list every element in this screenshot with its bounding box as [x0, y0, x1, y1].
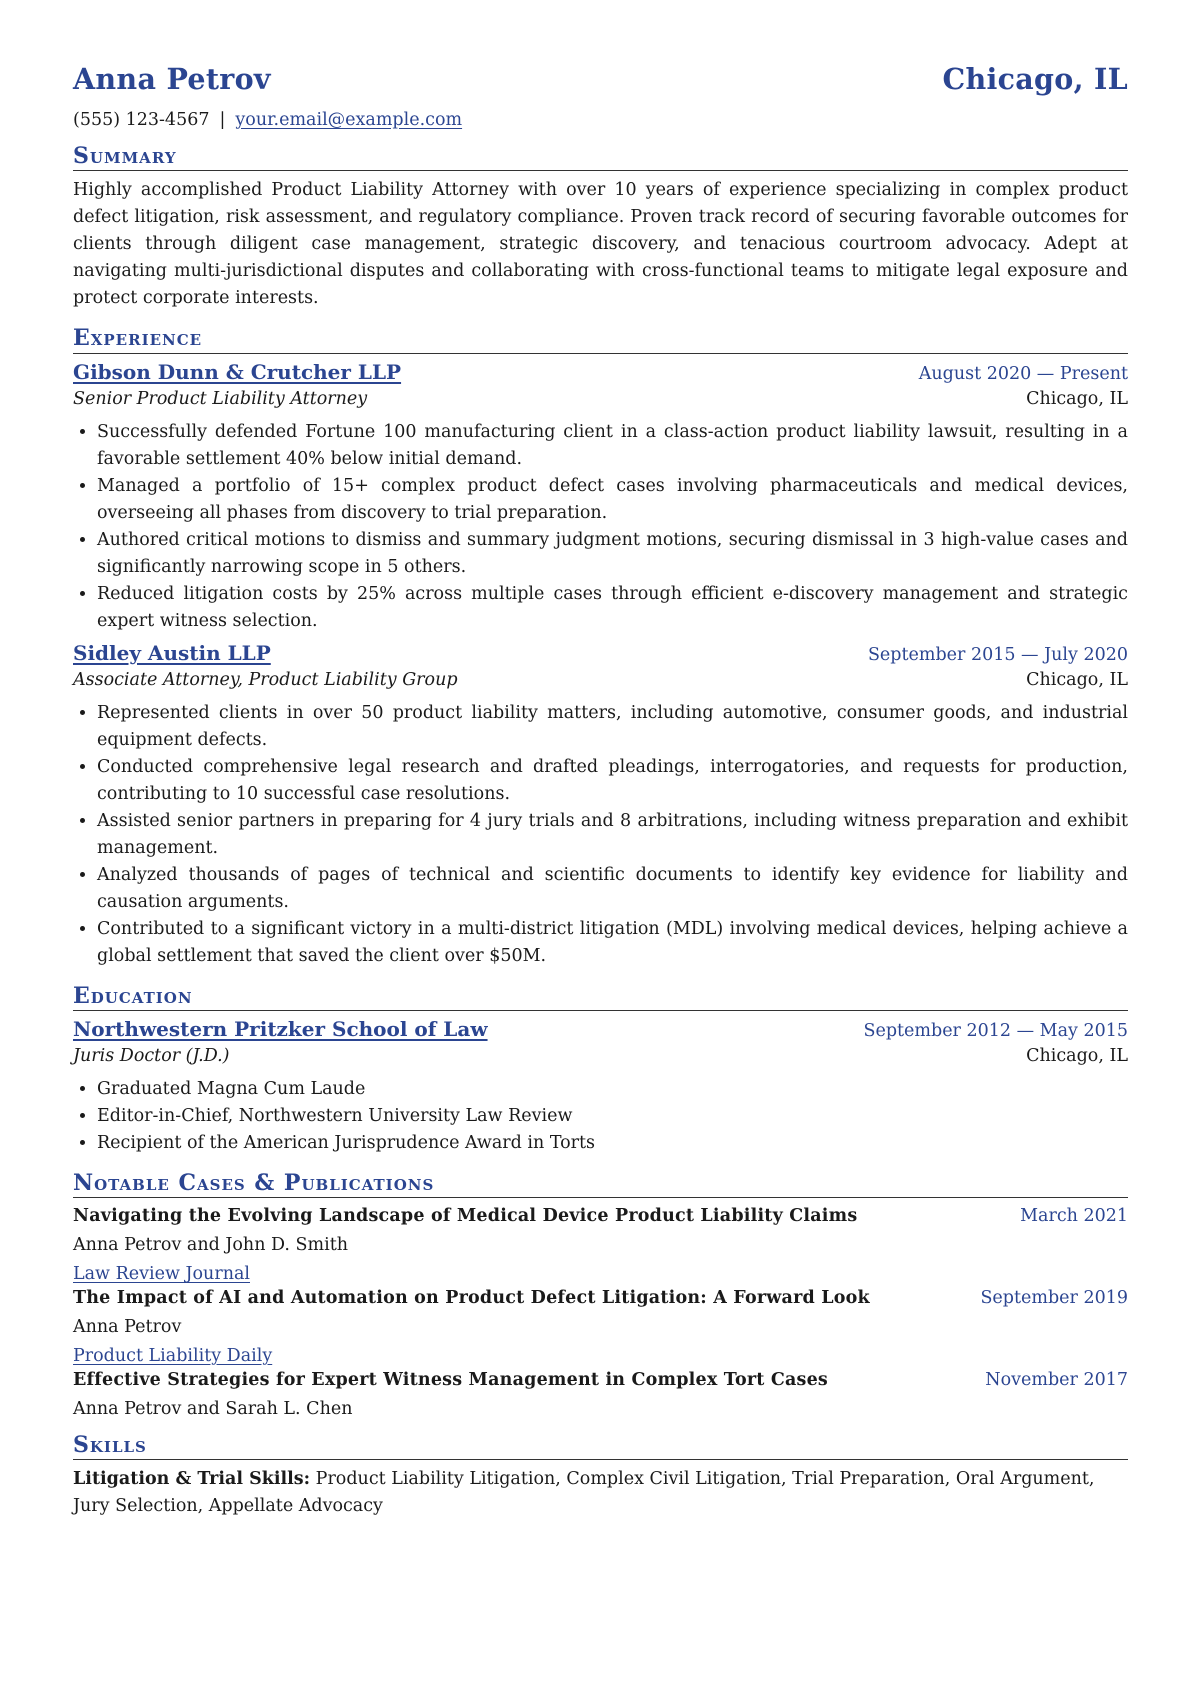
job-title: Associate Attorney, Product Liability Group — [73, 669, 458, 690]
experience-entry — [73, 641, 1128, 970]
degree: Juris Doctor (J.D.) — [73, 1045, 230, 1066]
header — [73, 62, 1128, 96]
summary-section — [73, 144, 1128, 312]
publication-entry — [73, 1288, 1128, 1366]
publication-entry — [73, 1206, 1128, 1284]
publication-authors: Anna Petrov — [73, 1317, 182, 1338]
publication-title: Effective Strategies for Expert Witness Management in Complex Tort Cases — [73, 1370, 828, 1391]
bullet-list — [73, 700, 1128, 970]
list-item: • Graduated Magna Cum Laude — [97, 1076, 1128, 1103]
header-location: Chicago, IL — [942, 62, 1128, 96]
summary-text: Highly accomplished Product Liability Attorney with over 10 years of experience specializing in complex product defect litigation, risk assessment, and regulatory compliance. Proven track record of securing favorable outcomes for clients through diligent case management, strategic discovery, and tenacious courtroom advocacy. Adept at navigating multi-jurisdictional disputes and collaborating with cross-functional teams to mitigate legal exposure and protect corporate interests. — [73, 180, 1128, 309]
publication-authors: Anna Petrov and John D. Smith — [73, 1235, 349, 1256]
education-section — [73, 984, 1128, 1157]
section-title-summary: Summary — [73, 144, 1128, 171]
publication-venue-link[interactable]: Product Liability Daily — [73, 1346, 273, 1367]
list-item: • Assisted senior partners in preparing for 4 jury trials and 8 arbitrations, including witness preparation and exhibit management. — [97, 808, 1128, 862]
phone: (555) 123-4567 — [73, 110, 210, 130]
employer-link[interactable]: Sidley Austin LLP — [73, 640, 271, 665]
contact-separator: | — [219, 110, 226, 130]
skills-label: Litigation & Trial Skills: — [73, 1469, 311, 1490]
experience-entry — [73, 360, 1128, 635]
publication-title: Navigating the Evolving Landscape of Medical Device Product Liability Claims — [73, 1206, 858, 1227]
list-item: • Recipient of the American Jurisprudence Award in Torts — [97, 1130, 1128, 1157]
skills-section — [73, 1433, 1128, 1520]
employment-dates: September 2015 — July 2020 — [867, 644, 1128, 665]
education-dates: September 2012 — May 2015 — [863, 1020, 1128, 1041]
list-item: • Conducted comprehensive legal research and drafted pleadings, interrogatories, and requests for production, contributing to 10 successful case resolutions. — [97, 754, 1128, 808]
publication-authors: Anna Petrov and Sarah L. Chen — [73, 1399, 353, 1420]
education-entry — [73, 1017, 1128, 1157]
publications-section — [73, 1171, 1128, 1419]
school-link[interactable]: Northwestern Pritzker School of Law — [73, 1016, 488, 1041]
publication-date: November 2017 — [985, 1370, 1128, 1391]
section-title-skills: Skills — [73, 1433, 1128, 1460]
list-item: • Editor-in-Chief, Northwestern University Law Review — [97, 1103, 1128, 1130]
list-item: • Represented clients in over 50 product liability matters, including automotive, consumer goods, and industrial equipment defects. — [97, 700, 1128, 754]
list-item: • Managed a portfolio of 15+ complex product defect cases involving pharmaceuticals and medical devices, overseeing all phases from discovery to trial preparation. — [97, 473, 1128, 527]
section-title-publications: Notable Cases & Publications — [73, 1171, 1128, 1198]
list-item: • Reduced litigation costs by 25% across multiple cases through efficient e-discovery management and strategic expert witness selection. — [97, 581, 1128, 635]
skills-line — [73, 1466, 1128, 1520]
employer-link[interactable]: Gibson Dunn & Crutcher LLP — [73, 359, 402, 384]
candidate-name: Anna Petrov — [73, 62, 271, 96]
publication-date: March 2021 — [1020, 1206, 1128, 1227]
section-title-education: Education — [73, 984, 1128, 1011]
list-item: • Analyzed thousands of pages of technical and scientific documents to identify key evidence for liability and causation arguments. — [97, 862, 1128, 916]
list-item: • Successfully defended Fortune 100 manufacturing client in a class-action product liability lawsuit, resulting in a favorable settlement 40% below initial demand. — [97, 419, 1128, 473]
employment-dates: August 2020 — Present — [918, 363, 1128, 384]
skills-items: Product Liability Litigation, Complex Civil Litigation, Trial Preparation, Oral Argument, Jury Selection, Appellate Advocacy — [73, 1469, 1095, 1517]
contact-line — [73, 110, 1128, 130]
school-location: Chicago, IL — [1026, 1045, 1128, 1066]
list-item: • Authored critical motions to dismiss and summary judgment motions, securing dismissal in 3 high-value cases and significantly narrowing scope in 5 others. — [97, 527, 1128, 581]
list-item: • Contributed to a significant victory in a multi-district litigation (MDL) involving medical devices, helping achieve a global settlement that saved the client over $50M. — [97, 916, 1128, 970]
publication-entry — [73, 1370, 1128, 1419]
bullet-list — [73, 1076, 1128, 1157]
job-title: Senior Product Liability Attorney — [73, 388, 368, 409]
section-title-experience: Experience — [73, 326, 1128, 353]
publication-title: The Impact of AI and Automation on Product Defect Litigation: A Forward Look — [73, 1288, 870, 1309]
experience-section — [73, 326, 1128, 969]
email-link[interactable]: your.email@example.com — [235, 110, 463, 130]
publication-date: September 2019 — [980, 1288, 1128, 1309]
job-location: Chicago, IL — [1026, 388, 1128, 409]
job-location: Chicago, IL — [1026, 669, 1128, 690]
bullet-list — [73, 419, 1128, 635]
publication-venue-link[interactable]: Law Review Journal — [73, 1264, 250, 1285]
